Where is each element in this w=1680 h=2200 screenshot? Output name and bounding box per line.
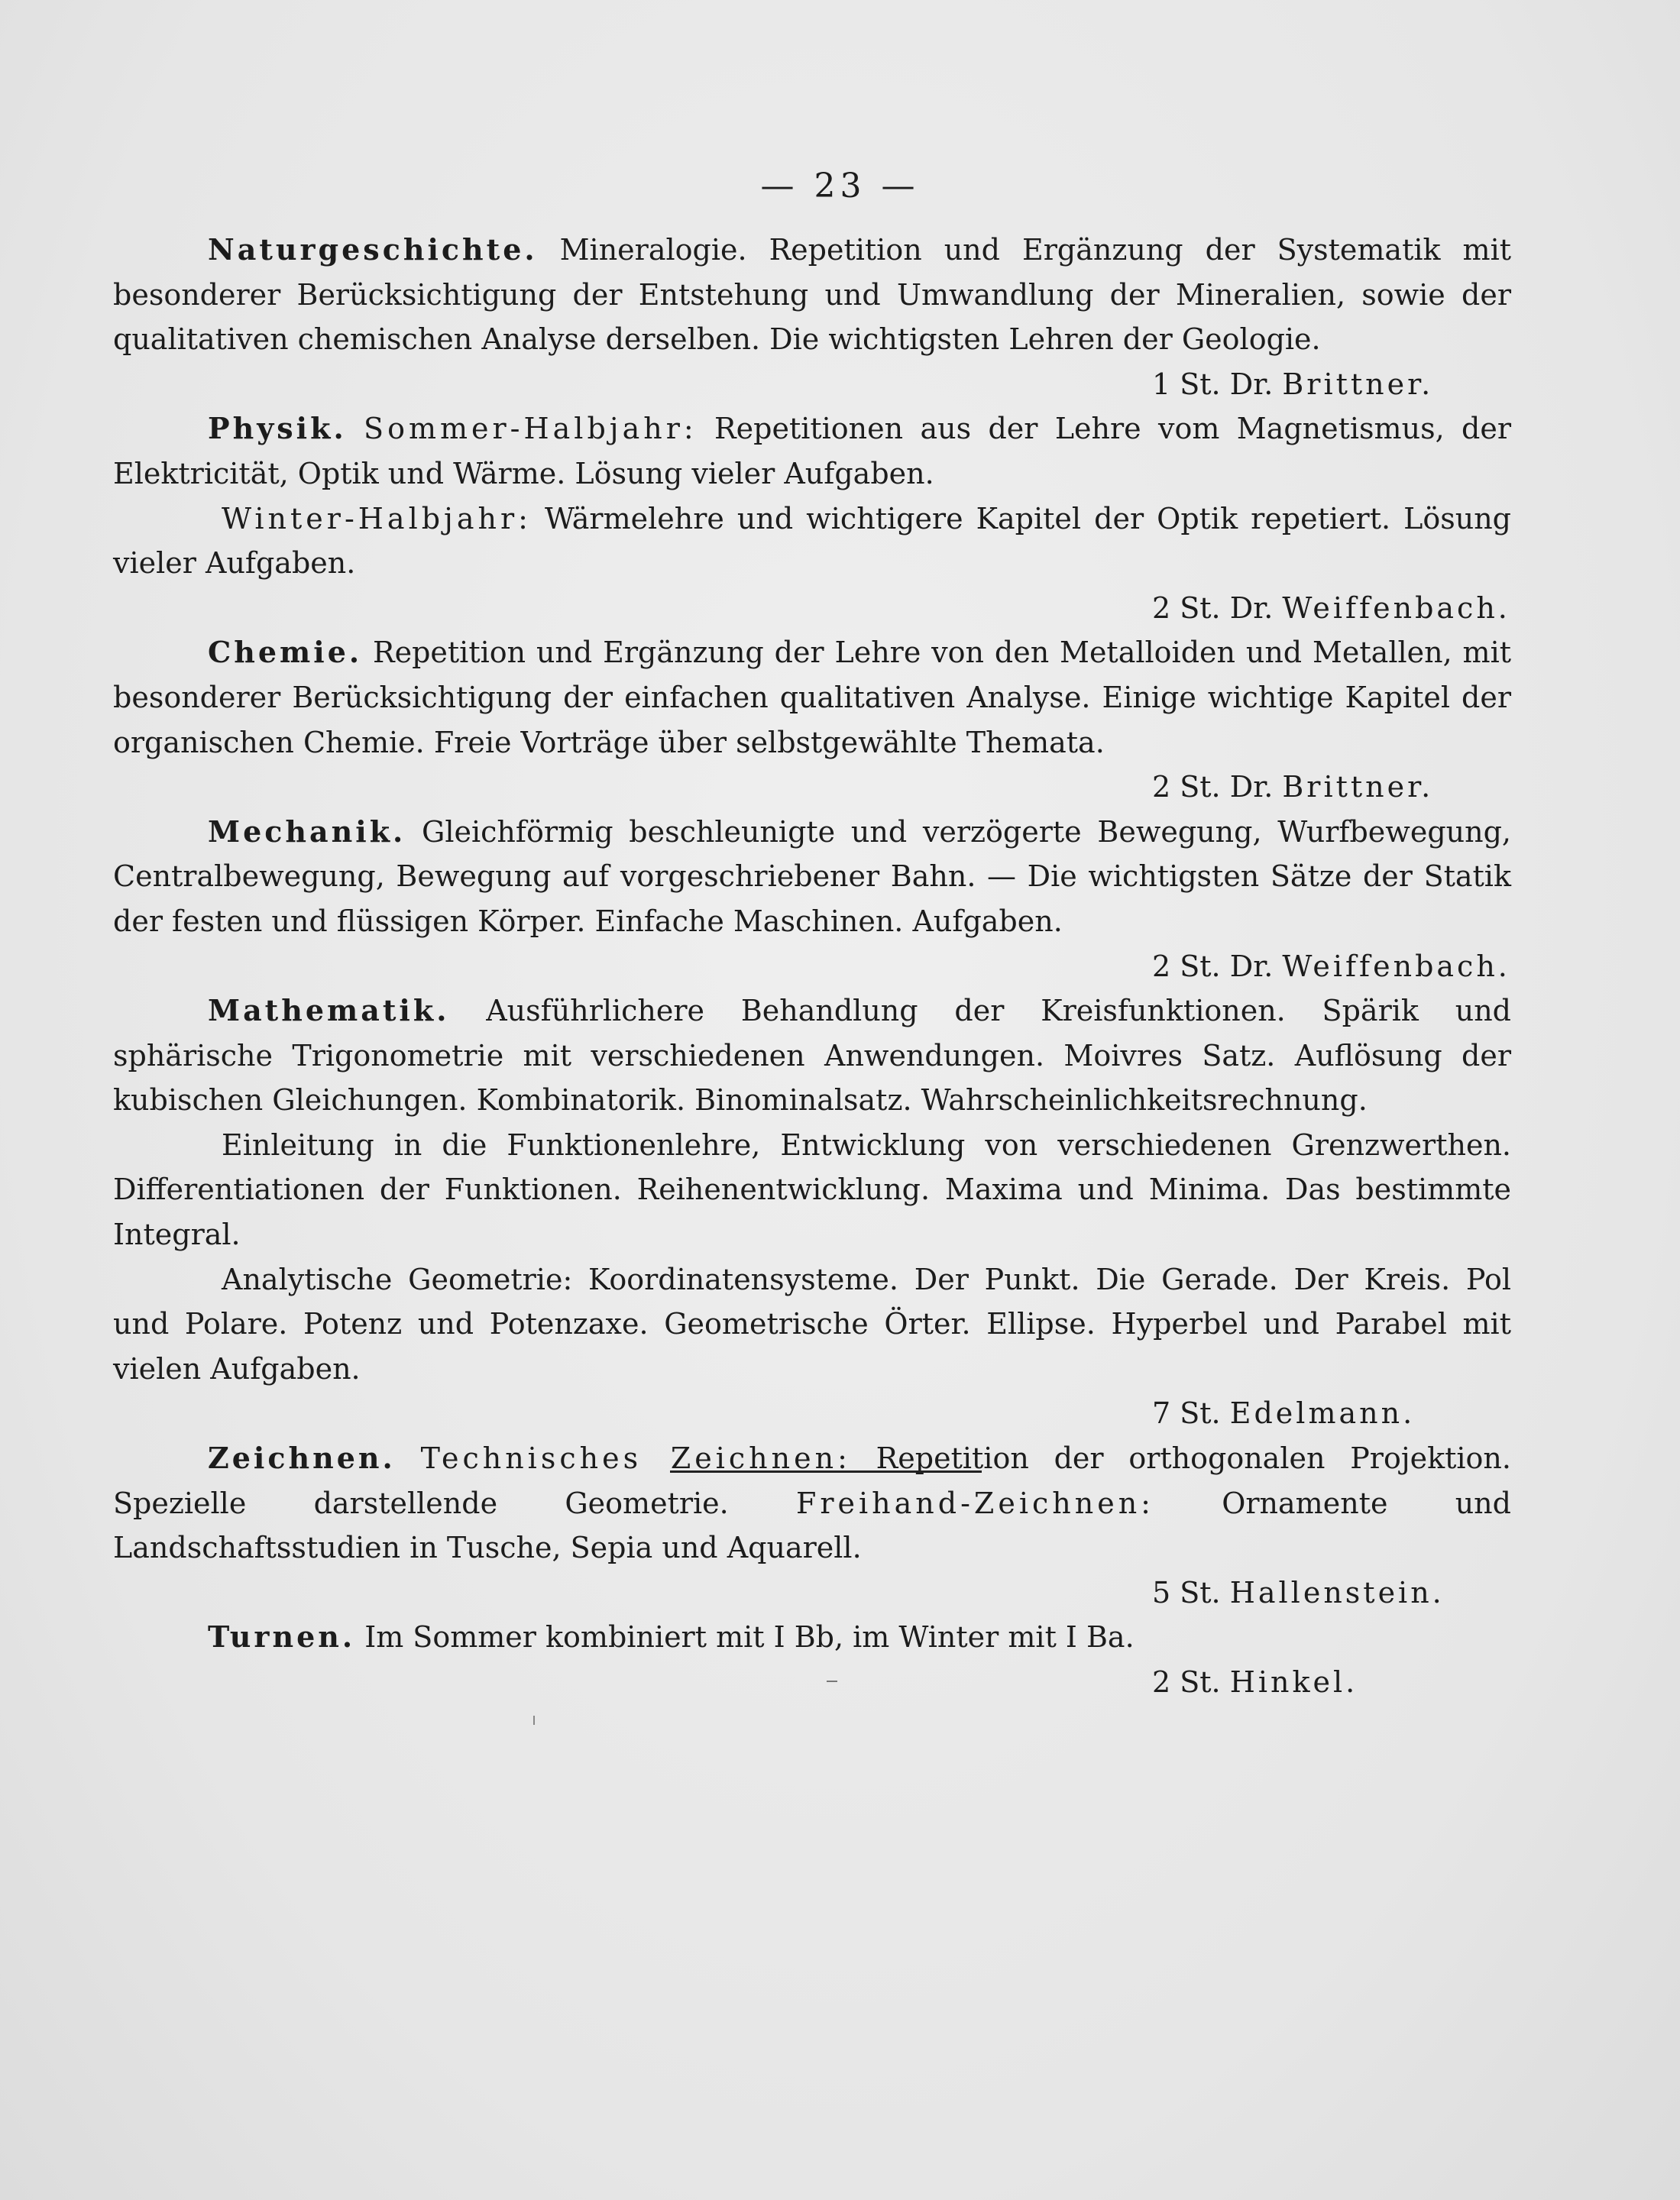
section-zeichnen bbox=[113, 1436, 1511, 1615]
subject-heading: Zeichnen. bbox=[208, 1441, 396, 1476]
section-text bbox=[113, 406, 1511, 496]
lesson-meta bbox=[1152, 586, 1511, 631]
subject-heading: Physik. bbox=[208, 411, 347, 446]
section-body: Gleichförmig beschleunigte und verzögerte Bewegung, Wurfbewegung, Centralbewegung, Bewegung auf vorgeschriebener Bahn. — Die wichtigsten Sätze der Statik der festen und flüssigen Körper. Einfache Maschinen. Aufgaben. bbox=[113, 814, 1511, 938]
section-chemie bbox=[113, 630, 1511, 809]
teacher-name: Weiffenbach. bbox=[1282, 949, 1510, 983]
teacher-title: Dr. bbox=[1229, 367, 1274, 401]
section-body: Ausführlichere Behandlung der Kreisfunktionen. Spärik und sphärische Trigonometrie mit verschiedenen Anwendungen. Moivres Satz. Auflösung der kubischen Gleichungen. Kombinatorik. Binominalsatz. Wahrscheinlichkeitsrechnung. bbox=[113, 994, 1511, 1118]
teacher-name: Weiffenbach. bbox=[1282, 590, 1510, 625]
section-text bbox=[113, 630, 1511, 765]
hours: 2 St. bbox=[1152, 1665, 1221, 1699]
lesson-meta bbox=[1152, 1391, 1511, 1436]
term-label: Winter-Halbjahr: bbox=[222, 501, 532, 535]
teacher-name: Hinkel. bbox=[1229, 1665, 1358, 1699]
term-label: Technisches Zeichnen: bbox=[420, 1441, 851, 1476]
teacher-title: Dr. bbox=[1229, 949, 1274, 983]
section-text-2: Einleitung in die Funktionenlehre, Entwicklung von verschiedenen Grenzwerthen. Differentiationen der Funktionen. Reihenentwicklung. Maxima und Minima. Das bestimmte Integral. bbox=[113, 1128, 1511, 1252]
teacher-name: Hallenstein. bbox=[1229, 1575, 1445, 1610]
section-physik-winter bbox=[113, 497, 1511, 631]
teacher-name: Brittner. bbox=[1282, 367, 1434, 401]
term-label-2: Freihand-Zeichnen: bbox=[795, 1486, 1154, 1520]
hours: 7 St. bbox=[1152, 1396, 1221, 1431]
section-body: Repetitionen aus der Lehre vom Magnetismus, der Elektricität, Optik und Wärme. Lösung vieler Aufgaben. bbox=[113, 412, 1511, 490]
subject-heading: Mechanik. bbox=[208, 814, 406, 849]
section-divider-rule bbox=[670, 1470, 982, 1473]
lesson-meta bbox=[1152, 1571, 1511, 1616]
section-body-2: Ornamente und Landschaftsstudien in Tusche, Sepia und Aquarell. bbox=[113, 1486, 1511, 1565]
section-body: Mineralogie. Repetition und Ergänzung der Systematik mit besonderer Berücksichtigung der Entstehung und Umwandlung der Mineralien, sowie der qualitativen chemischen Analyse derselben. Die wichtigsten Lehren der Geologie. bbox=[113, 233, 1511, 357]
subject-heading: Turnen. bbox=[208, 1619, 356, 1655]
section-text bbox=[113, 228, 1511, 362]
subject-heading: Mathematik. bbox=[208, 993, 450, 1028]
hours: 2 St. bbox=[1152, 949, 1221, 983]
section-text bbox=[113, 988, 1511, 1123]
section-body: Im Sommer kombiniert mit I Bb, im Winter mit I Ba. bbox=[355, 1620, 1135, 1655]
term-label: Sommer-Halbjahr: bbox=[364, 412, 698, 446]
hours: 1 St. bbox=[1152, 367, 1221, 401]
print-mark bbox=[827, 1681, 837, 1682]
subject-heading: Naturgeschichte. bbox=[208, 232, 538, 267]
lesson-meta bbox=[1152, 362, 1511, 407]
section-text bbox=[113, 497, 1511, 586]
teacher-name: Edelmann. bbox=[1229, 1396, 1416, 1431]
section-text bbox=[113, 1436, 1511, 1571]
teacher-name: Brittner. bbox=[1282, 770, 1434, 804]
page-number: — 23 — bbox=[760, 167, 920, 205]
page-content bbox=[113, 228, 1511, 1705]
lesson-meta bbox=[1152, 944, 1511, 989]
lesson-meta bbox=[1152, 765, 1511, 810]
teacher-title: Dr. bbox=[1229, 770, 1274, 804]
section-text-3: Analytische Geometrie: Koordinatensysteme. Der Punkt. Die Gerade. Der Kreis. Pol und Polare. Potenz und Potenzaxe. Geometrische Örter. Ellipse. Hyperbel und Parabel mit vielen Aufgaben. bbox=[113, 1262, 1511, 1386]
hours: 2 St. bbox=[1152, 770, 1221, 804]
hours: 5 St. bbox=[1152, 1575, 1221, 1610]
section-text bbox=[113, 1615, 1511, 1660]
section-physik bbox=[113, 406, 1511, 496]
section-body: Repetition der orthogonalen Projektion. Spezielle darstellende Geometrie. bbox=[113, 1441, 1511, 1520]
teacher-title: Dr. bbox=[1229, 590, 1274, 625]
section-text bbox=[113, 810, 1511, 944]
section-body: Wärmelehre und wichtigere Kapitel der Optik repetiert. Lösung vieler Aufgaben. bbox=[113, 501, 1511, 581]
section-turnen bbox=[113, 1615, 1511, 1704]
section-mathematik bbox=[113, 988, 1511, 1436]
section-mechanik bbox=[113, 810, 1511, 988]
section-naturgeschichte bbox=[113, 228, 1511, 406]
section-body: Repetition und Ergänzung der Lehre von den Metalloiden und Metallen, mit besonderer Berücksichtigung der einfachen qualitativen Analyse. Einige wichtige Kapitel der organischen Chemie. Freie Vorträge über selbstgewählte Themata. bbox=[113, 636, 1511, 759]
subject-heading: Chemie. bbox=[208, 635, 363, 670]
print-mark-2 bbox=[533, 1716, 535, 1725]
hours: 2 St. bbox=[1152, 590, 1221, 625]
lesson-meta bbox=[1152, 1660, 1511, 1705]
